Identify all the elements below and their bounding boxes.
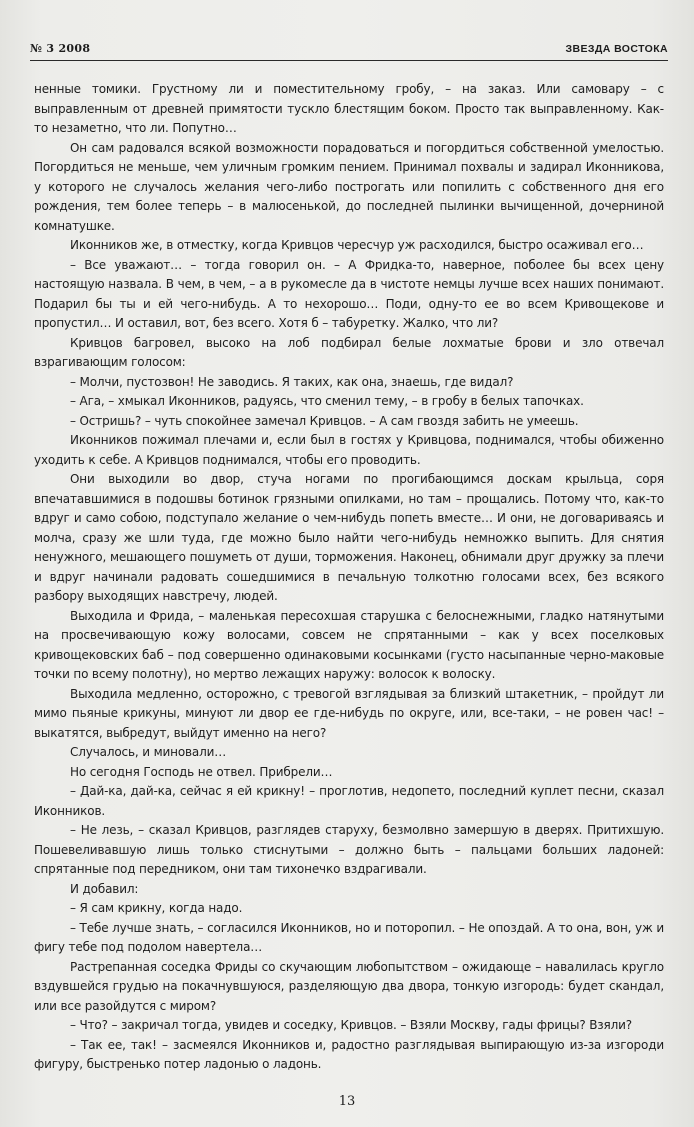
paragraph: – Что? – закричал тогда, увидев и соседку, Кривцов. – Взяли Москву, гады фрицы? Взяли? xyxy=(70,1018,632,1032)
paragraph: Они выходили во двор, стуча ногами по прогибающимся доскам крыльца, соря впечатавшимися в подошвы ботинок грязными опилками, но там – прощались. Потому что, как-то вдруг и само собою, подступало желание о чем-нибудь попеть вместе… И они, не договариваясь и молча, сразу же шли туда, где можно было найти чего-нибудь немножко выпить. Для снятия ненужного, мешающего пошуметь от души, торможения. Наконец, обнимали друг дружку за плечи и вдруг начинали радовать сошедшимися в печальную толкотню голосами всех, без всякого разбору выходящих навстречу, людей. xyxy=(34,472,664,603)
paragraph: Случалось, и миновали… xyxy=(70,745,227,759)
paragraph: – Молчи, пустозвон! Не заводись. Я таких, как она, знаешь, где видал? xyxy=(70,374,514,389)
paragraph: И добавил: xyxy=(70,881,139,896)
paragraph: ненные томики. Грустному ли и поместительному гробу, – на заказ. Или самовару – с выправленным от древней примятости тускло блестящим боком. Просто так выправленному. Как-то незаметно, что ли. Попутно… xyxy=(34,82,664,135)
paragraph: Выходила и Фрида, – маленькая пересохшая старушка с белоснежными, гладко натянутыми на просвечивающую кожу волосами, совсем не спрятанными – как у всех поселковых кривощековских баб – под совершенно одинаковыми косынками (густо насыпанные черно-маковые точки по всему полотну), но мертво лежащих наружу: волосок к волоску. xyxy=(34,608,664,681)
paragraph: – Ага, – хмыкал Иконников, радуясь, что сменил тему, – в гробу в белых тапочках. xyxy=(70,394,584,408)
article-body xyxy=(34,80,664,1075)
issue-number: № 3 2008 xyxy=(30,42,91,55)
page-number: 13 xyxy=(338,1094,356,1109)
paragraph: – Все уважают… – тогда говорил он. – А Фридка-то, наверное, поболее бы всех цену настоящую назвала. В чем, в чем, – а в рукомесле да в чистоте немцы лучше всех наших понимают. Подарил бы ты и ей чего-нибудь. А то нехорошо… Поди, одну-то ее во всем Кривощекове и пропустил… И оставил, вот, без всего. Хотя б – табуретку. Жалко, что ли? xyxy=(34,257,664,330)
paragraph: – Тебе лучше знать, – согласился Иконников, но и поторопил. – Не опоздай. А то она, вон, уж и фигу тебе под подолом навертела… xyxy=(34,920,664,954)
paragraph: Выходила медленно, осторожно, с тревогой взглядывая за близкий штакетник, – пройдут ли мимо пьяные крикуны, минуют ли двор ее где-нибудь по округе, или, все-таки, – не ровен час! – выкатятся, выбредут, выйдут именно на него? xyxy=(34,686,664,740)
header-rule xyxy=(30,60,668,61)
paragraph: Но сегодня Господь не отвел. Прибрели… xyxy=(70,764,333,779)
paragraph: Он сам радовался всякой возможности порадоваться и погордиться собственной умелостью. Погордиться не меньше, чем уличным громким пением. Принимал похвалы и задирал Иконникова, у которого не случалось желания чего-либо построгать или попилить с собственного дня его рождения, тем более теперь – в малюсенькой, до последней пылинки вычищенной, дочерниной комнатушке. xyxy=(34,140,664,233)
paragraph: – Остришь? – чуть спокойнее замечал Кривцов. – А сам гвоздя забить не умеешь. xyxy=(70,413,579,428)
paragraph: Растрепанная соседка Фриды со скучающим любопытством – ожидающе – навалилась кругло вздувшейся грудью на покачнувшуюся, разделяющую два двора, тонкую изгородь: будет скандал, или все разойдутся с миром? xyxy=(34,959,664,1013)
journal-title: ЗВЕЗДА ВОСТОКА xyxy=(565,43,668,55)
paragraph: Иконников же, в отместку, когда Кривцов чересчур уж расходился, быстро осаживал его… xyxy=(70,238,644,252)
paragraph: – Не лезь, – сказал Кривцов, разглядев старуху, безмолвно замершую в дверях. Притихшую. Пошевеливавшую лишь только стиснутыми – должно быть – пальцами больших ладоней: спрятанные под передником, они там тихонечко вздрагивали. xyxy=(34,823,664,876)
paragraph: Кривцов багровел, высоко на лоб подбирал белые лохматые брови и зло отвечал взрагивающим голосом: xyxy=(34,335,664,369)
running-head xyxy=(30,42,668,55)
paragraph: – Я сам крикну, когда надо. xyxy=(70,901,243,915)
paragraph: – Так ее, так! – засмеялся Иконников и, радостно разглядывая выпирающую из-за изгороди фигуру, быстренько потер ладонью о ладонь. xyxy=(34,1037,664,1071)
paragraph: – Дай-ка, дай-ка, сейчас я ей крикну! – проглотив, недопето, последний куплет песни, сказал Иконников. xyxy=(34,784,664,818)
paragraph: Иконников пожимал плечами и, если был в гостях у Кривцова, поднимался, чтобы обиженно уходить к себе. А Кривцов поднимался, чтобы его проводить. xyxy=(34,433,664,467)
